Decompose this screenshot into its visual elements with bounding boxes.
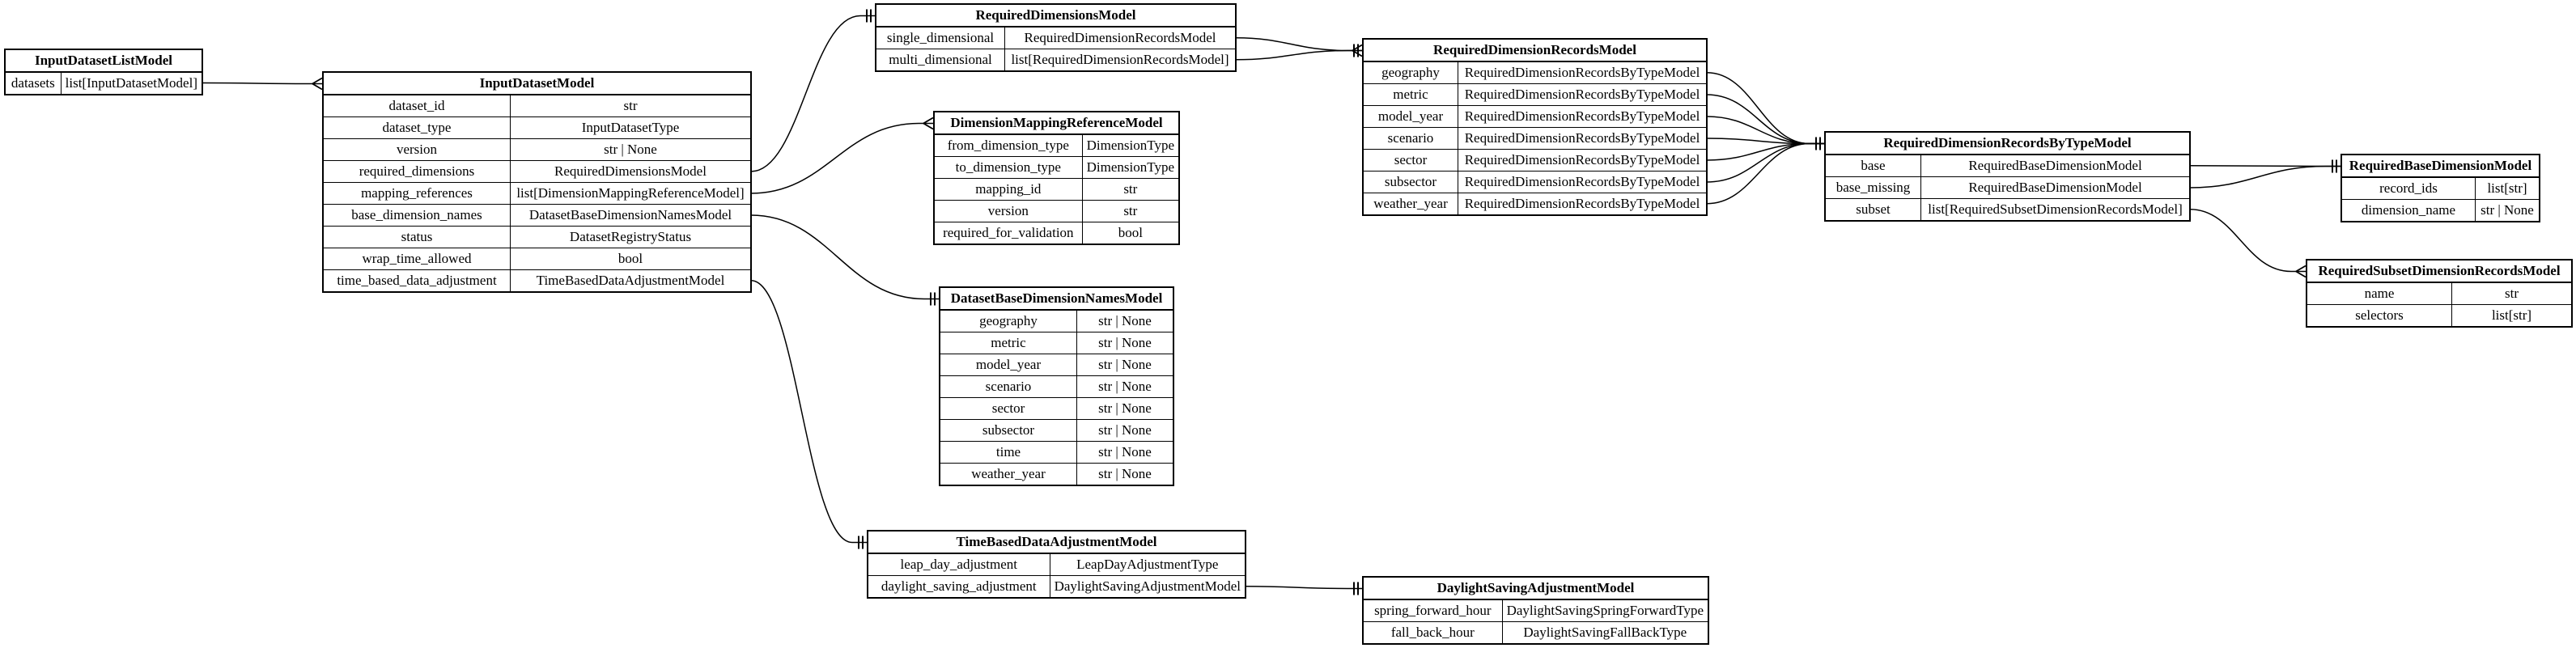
field-type: RequiredDimensionRecordsByTypeModel xyxy=(1458,84,1707,106)
field-name: selectors xyxy=(2307,305,2452,327)
entity-title: RequiredSubsetDimensionRecordsModel xyxy=(2307,260,2571,282)
relation-edge xyxy=(751,215,939,306)
field-name: subsector xyxy=(940,420,1077,442)
field-type: DatasetBaseDimensionNamesModel xyxy=(511,205,751,227)
relation-edge xyxy=(751,281,867,549)
field-row xyxy=(868,576,1245,598)
entity-input-dataset-list-model[interactable] xyxy=(4,49,203,95)
field-type: DimensionType xyxy=(1082,134,1178,157)
field-row xyxy=(324,139,750,161)
field-row xyxy=(1364,106,1706,128)
field-row xyxy=(940,464,1173,485)
field-name: time_based_data_adjustment xyxy=(324,270,511,292)
field-type: RequiredDimensionRecordsByTypeModel xyxy=(1458,106,1707,128)
field-type: str | None xyxy=(1077,310,1173,332)
entity-input-dataset-model[interactable] xyxy=(322,71,752,293)
field-row xyxy=(324,117,750,139)
field-type: list[DimensionMappingReferenceModel] xyxy=(511,183,751,205)
field-row xyxy=(940,398,1173,420)
field-name: scenario xyxy=(1364,128,1458,150)
entity-title: RequiredDimensionRecordsModel xyxy=(1364,40,1706,61)
entity-required-base-dimension-model[interactable] xyxy=(2340,154,2540,222)
relation-edge xyxy=(1707,138,1824,204)
entity-title: InputDatasetModel xyxy=(324,73,750,95)
field-name: status xyxy=(324,227,511,248)
field-row xyxy=(940,310,1173,332)
field-name: subset xyxy=(1826,199,1921,221)
entity-title: RequiredBaseDimensionModel xyxy=(2342,155,2539,177)
field-row xyxy=(935,201,1178,222)
field-row xyxy=(1364,193,1706,215)
field-name: sector xyxy=(940,398,1077,420)
field-row xyxy=(2342,200,2539,222)
relation-edge xyxy=(1707,138,1824,161)
field-row xyxy=(876,27,1235,49)
field-type: RequiredDimensionsModel xyxy=(511,161,751,183)
entity-title: TimeBasedDataAdjustmentModel xyxy=(868,532,1245,553)
field-name: subsector xyxy=(1364,172,1458,193)
relation-edge xyxy=(2190,210,2306,277)
field-type: str | None xyxy=(1077,442,1173,464)
entity-title: InputDatasetListModel xyxy=(6,50,202,72)
field-name: mapping_references xyxy=(324,183,511,205)
relation-edge xyxy=(751,118,933,194)
field-name: from_dimension_type xyxy=(935,134,1082,157)
field-row xyxy=(324,205,750,227)
field-row xyxy=(935,222,1178,244)
field-row xyxy=(935,134,1178,157)
field-type: RequiredDimensionRecordsByTypeModel xyxy=(1458,172,1707,193)
field-row xyxy=(1826,155,2189,177)
field-type: str | None xyxy=(1077,398,1173,420)
field-row xyxy=(324,227,750,248)
field-row xyxy=(1364,150,1706,172)
field-type: RequiredDimensionRecordsByTypeModel xyxy=(1458,61,1707,84)
relation-edge xyxy=(1707,116,1824,150)
field-name: base_dimension_names xyxy=(324,205,511,227)
relation-edge xyxy=(1246,582,1362,595)
relation-edge xyxy=(2190,160,2340,188)
field-row xyxy=(2342,177,2539,200)
field-name: to_dimension_type xyxy=(935,157,1082,179)
field-row xyxy=(940,420,1173,442)
entity-title: DaylightSavingAdjustmentModel xyxy=(1364,578,1708,599)
field-row xyxy=(868,553,1245,576)
entity-title: RequiredDimensionsModel xyxy=(876,5,1235,27)
field-name: name xyxy=(2307,282,2452,305)
field-type: str xyxy=(1082,201,1178,222)
field-name: base_missing xyxy=(1826,177,1921,199)
entity-dimension-mapping-reference-model[interactable] xyxy=(933,111,1180,245)
field-name: geography xyxy=(940,310,1077,332)
field-name: geography xyxy=(1364,61,1458,84)
field-type: InputDatasetType xyxy=(511,117,751,139)
field-type: TimeBasedDataAdjustmentModel xyxy=(511,270,751,292)
field-type: str | None xyxy=(2476,200,2540,222)
field-name: daylight_saving_adjustment xyxy=(868,576,1050,598)
field-type: str | None xyxy=(1077,464,1173,485)
field-type: list[RequiredSubsetDimensionRecordsModel] xyxy=(1921,199,2190,221)
field-name: mapping_id xyxy=(935,179,1082,201)
entity-daylight-saving-adjustment-model[interactable] xyxy=(1362,576,1709,645)
field-row xyxy=(935,157,1178,179)
entity-required-dimension-records-model[interactable] xyxy=(1362,38,1708,216)
field-name: version xyxy=(324,139,511,161)
field-name: fall_back_hour xyxy=(1364,622,1502,644)
field-name: weather_year xyxy=(1364,193,1458,215)
entity-title: DatasetBaseDimensionNamesModel xyxy=(940,288,1173,310)
field-name: record_ids xyxy=(2342,177,2476,200)
field-type: str | None xyxy=(1077,354,1173,376)
field-name: single_dimensional xyxy=(876,27,1005,49)
field-type: list[RequiredDimensionRecordsModel] xyxy=(1005,49,1236,71)
field-type: DaylightSavingSpringForwardType xyxy=(1502,599,1708,622)
field-name: multi_dimensional xyxy=(876,49,1005,71)
field-type: str | None xyxy=(511,139,751,161)
field-row xyxy=(324,270,750,292)
field-row xyxy=(324,161,750,183)
field-type: str xyxy=(1082,179,1178,201)
field-name: dataset_id xyxy=(324,95,511,117)
field-name: model_year xyxy=(1364,106,1458,128)
field-type: RequiredBaseDimensionModel xyxy=(1921,177,2190,199)
field-type: DaylightSavingFallBackType xyxy=(1502,622,1708,644)
entity-title: DimensionMappingReferenceModel xyxy=(935,112,1178,134)
field-name: required_for_validation xyxy=(935,222,1082,244)
field-row xyxy=(940,376,1173,398)
field-type: RequiredDimensionRecordsByTypeModel xyxy=(1458,128,1707,150)
field-name: wrap_time_allowed xyxy=(324,248,511,270)
field-type: list[InputDatasetModel] xyxy=(61,72,202,94)
field-type: RequiredDimensionRecordsModel xyxy=(1005,27,1236,49)
field-name: sector xyxy=(1364,150,1458,172)
field-type: RequiredDimensionRecordsByTypeModel xyxy=(1458,150,1707,172)
field-type: str xyxy=(2452,282,2572,305)
field-row xyxy=(1826,177,2189,199)
field-row xyxy=(1364,128,1706,150)
field-name: scenario xyxy=(940,376,1077,398)
field-type: DatasetRegistryStatus xyxy=(511,227,751,248)
field-row xyxy=(2307,305,2571,327)
field-name: model_year xyxy=(940,354,1077,376)
field-type: str | None xyxy=(1077,420,1173,442)
field-row xyxy=(940,354,1173,376)
field-type: DimensionType xyxy=(1082,157,1178,179)
field-name: leap_day_adjustment xyxy=(868,553,1050,576)
relation-edge xyxy=(751,10,875,172)
field-type: str xyxy=(511,95,751,117)
field-type: str | None xyxy=(1077,332,1173,354)
field-row xyxy=(876,49,1235,71)
entity-time-based-data-adjustment-model[interactable] xyxy=(867,530,1246,599)
field-row xyxy=(324,183,750,205)
field-type: DaylightSavingAdjustmentModel xyxy=(1050,576,1245,598)
field-name: base xyxy=(1826,155,1921,177)
field-type: list[str] xyxy=(2452,305,2572,327)
field-row xyxy=(1364,61,1706,84)
entity-dataset-base-dimension-names-model[interactable] xyxy=(939,286,1174,486)
field-name: time xyxy=(940,442,1077,464)
field-row xyxy=(1364,622,1708,644)
field-type: LeapDayAdjustmentType xyxy=(1050,553,1245,576)
relation-edge xyxy=(1236,45,1362,60)
field-row xyxy=(1364,599,1708,622)
field-name: required_dimensions xyxy=(324,161,511,183)
field-row xyxy=(1826,199,2189,221)
relation-edge xyxy=(202,78,322,90)
field-type: RequiredBaseDimensionModel xyxy=(1921,155,2190,177)
field-row xyxy=(6,72,202,94)
field-name: weather_year xyxy=(940,464,1077,485)
field-name: spring_forward_hour xyxy=(1364,599,1502,622)
field-row xyxy=(2307,282,2571,305)
field-name: dimension_name xyxy=(2342,200,2476,222)
field-type: bool xyxy=(1082,222,1178,244)
entity-required-dimensions-model[interactable] xyxy=(875,3,1237,72)
field-name: metric xyxy=(940,332,1077,354)
entity-required-subset-dimension-records-model[interactable] xyxy=(2306,259,2573,328)
field-type: RequiredDimensionRecordsByTypeModel xyxy=(1458,193,1707,215)
field-type: str | None xyxy=(1077,376,1173,398)
field-type: bool xyxy=(511,248,751,270)
entity-required-dimension-records-by-type-model[interactable] xyxy=(1824,131,2191,222)
field-type: list[str] xyxy=(2476,177,2540,200)
field-row xyxy=(324,95,750,117)
field-name: metric xyxy=(1364,84,1458,106)
field-name: datasets xyxy=(6,72,61,94)
field-name: version xyxy=(935,201,1082,222)
field-row xyxy=(940,332,1173,354)
field-name: dataset_type xyxy=(324,117,511,139)
field-row xyxy=(324,248,750,270)
field-row xyxy=(1364,172,1706,193)
field-row xyxy=(1364,84,1706,106)
field-row xyxy=(935,179,1178,201)
field-row xyxy=(940,442,1173,464)
entity-title: RequiredDimensionRecordsByTypeModel xyxy=(1826,133,2189,155)
